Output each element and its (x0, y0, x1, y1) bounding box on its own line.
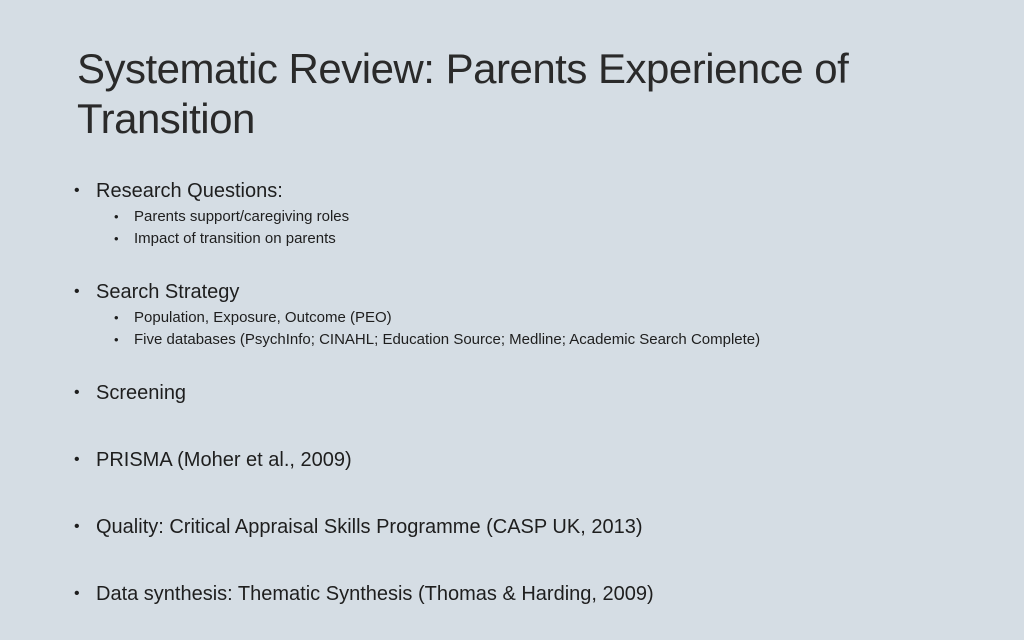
sub-bullet (114, 329, 994, 351)
bullet-text: Research Questions: (96, 180, 283, 202)
bullet-prisma (74, 447, 994, 473)
bullet-icon: • (74, 384, 80, 401)
sub-bullet-text: Parents support/caregiving roles (134, 208, 350, 225)
bullet-text: Data synthesis: Thematic Synthesis (Thomas & Harding, 2009) (96, 583, 654, 605)
bullet-icon: • (114, 231, 119, 246)
sub-bullet-text: Impact of transition on parents (134, 230, 336, 247)
bullet-icon: • (114, 332, 119, 347)
bullet-icon: • (74, 518, 80, 535)
sub-bullet (114, 307, 994, 329)
bullet-list (74, 178, 994, 607)
bullet-screening (74, 380, 994, 406)
bullet-icon: • (74, 283, 80, 300)
bullet-icon: • (74, 585, 80, 602)
bullet-research-questions (74, 178, 994, 250)
bullet-text: Screening (96, 382, 187, 404)
bullet-text: Quality: Critical Appraisal Skills Programme (CASP UK, 2013) (96, 516, 643, 538)
sub-bullet-text: Five databases (PsychInfo; CINAHL; Education Source; Medline; Academic Search Complete) (134, 331, 761, 348)
bullet-icon: • (74, 451, 80, 468)
bullet-icon: • (114, 310, 119, 325)
sub-bullet-list (114, 206, 994, 250)
bullet-icon: • (114, 209, 119, 224)
sub-bullet (114, 228, 994, 250)
bullet-data-synthesis (74, 581, 994, 607)
bullet-quality (74, 514, 994, 540)
sub-bullet-list (114, 307, 994, 351)
bullet-icon: • (74, 182, 80, 199)
sub-bullet (114, 206, 994, 228)
sub-bullet-text: Population, Exposure, Outcome (PEO) (134, 309, 392, 326)
slide-title: Systematic Review: Parents Experience of Transition (77, 45, 849, 142)
bullet-search-strategy (74, 279, 994, 351)
bullet-text: PRISMA (Moher et al., 2009) (96, 449, 352, 471)
bullet-text: Search Strategy (96, 281, 240, 303)
